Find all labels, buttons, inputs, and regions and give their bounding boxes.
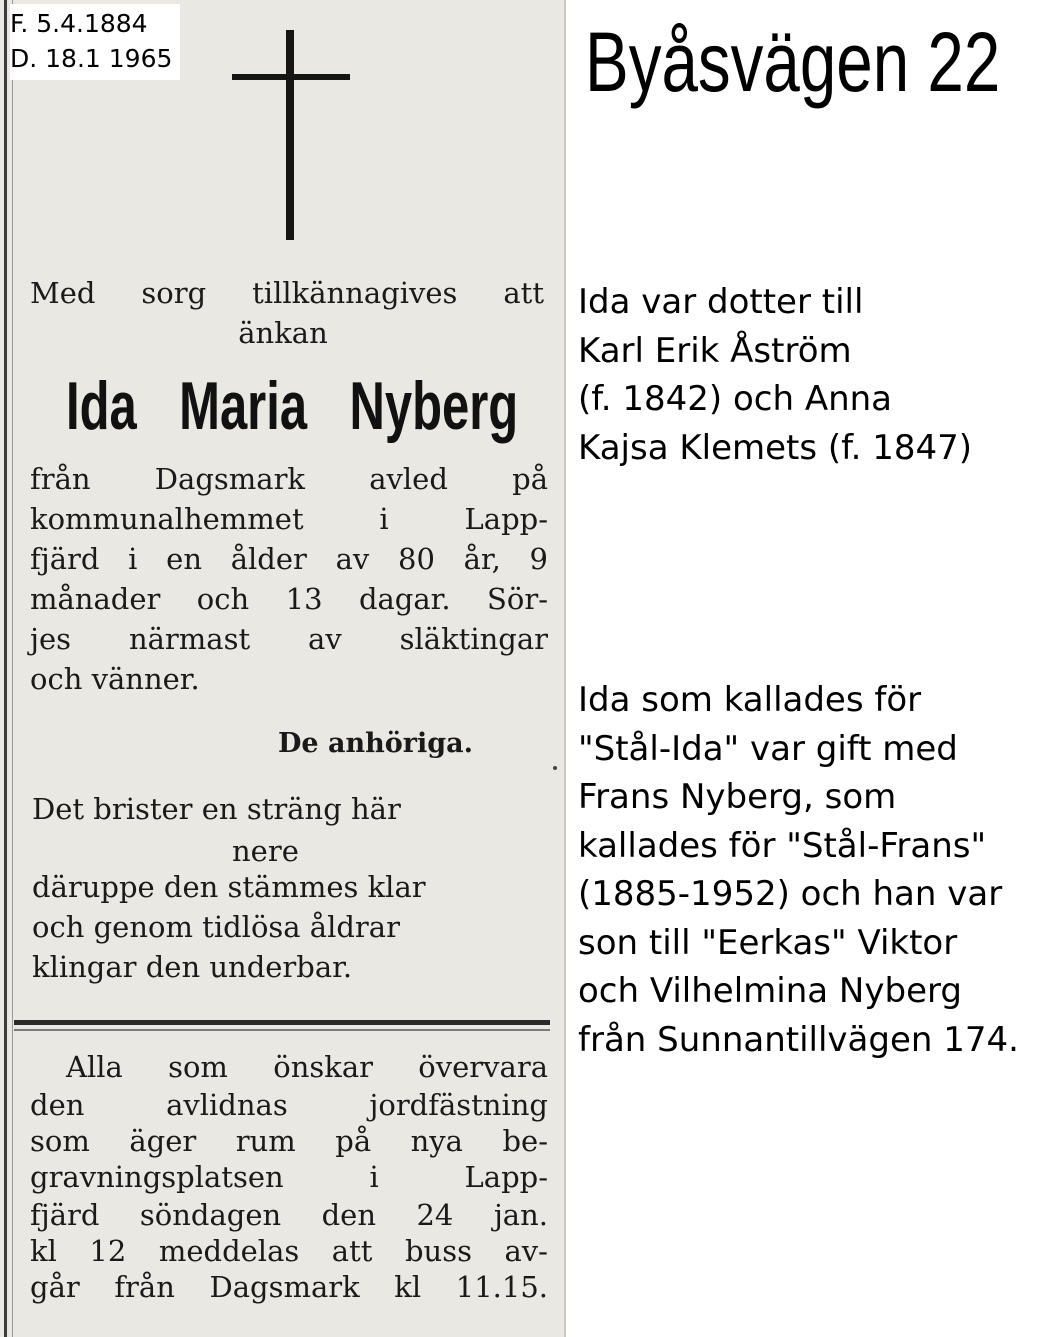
clipping-edge-right [564, 0, 566, 1337]
section-divider [14, 1020, 550, 1025]
funeral-line: fjärd söndagen den 24 jan. [30, 1198, 548, 1232]
note-line: kallades för "Stål-Frans" [578, 825, 987, 866]
note-line: Ida som kallades för [578, 680, 922, 720]
announcement-intro: Med sorg tillkännagives att [30, 276, 544, 310]
poem-line: Det brister en sträng här [32, 792, 401, 826]
note-line: (f. 1842) och Anna [578, 379, 893, 419]
clipping-edge [4, 0, 7, 1337]
signature: De anhöriga. [278, 728, 474, 759]
funeral-line: går från Dagsmark kl 11.15. [30, 1270, 548, 1304]
clipping-edge-inner [12, 0, 13, 1337]
death-date: D. 18.1 1965 [10, 44, 173, 73]
poem-line: däruppe den stämmes klar [32, 870, 426, 904]
cross-icon [232, 30, 350, 240]
deceased-name [66, 362, 519, 450]
note-line: "Stål-Ida" var gift med [578, 728, 958, 769]
body-line: och vänner. [30, 662, 200, 696]
note-line: son till "Eerkas" Viktor [578, 922, 958, 963]
cross-horizontal-bar [232, 74, 350, 80]
funeral-line: kl 12 meddelas att buss av- [30, 1234, 548, 1268]
section-divider-thin [14, 1029, 550, 1031]
note-line: Karl Erik Åström [578, 330, 852, 371]
body-line: fjärd i en ålder av 80 år, 9 [30, 542, 548, 576]
note-line: från Sunnantillvägen 174. [578, 1019, 1019, 1060]
note-marriage [578, 676, 1019, 1064]
funeral-line: Alla som önskar övervara [66, 1050, 548, 1084]
note-line: Kajsa Klemets (f. 1847) [578, 427, 973, 468]
note-line: och Vilhelmina Nyberg [578, 971, 962, 1011]
note-parents [578, 278, 972, 472]
cross-vertical-bar [286, 30, 294, 240]
announcement-widow: änkan [238, 316, 328, 350]
birth-date: F. 5.4.1884 [10, 9, 148, 38]
funeral-line: den avlidnas jordfästning [30, 1088, 548, 1122]
note-line: Frans Nyberg, som [578, 777, 897, 817]
life-dates [10, 4, 180, 80]
body-line: kommunalhemmet i Lapp- [30, 502, 548, 536]
poem-line: och genom tidlösa åldrar [32, 910, 400, 944]
street-address-title: Byåsvägen 22 [585, 15, 1001, 109]
deceased-name-text: Ida Maria Nyberg [66, 368, 519, 444]
note-line: (1885-1952) och han var [578, 874, 1003, 914]
body-line: från Dagsmark avled på [30, 462, 548, 496]
body-line: månader och 13 dagar. Sör- [30, 582, 548, 616]
poem-line: klingar den underbar. [32, 950, 353, 984]
body-line: jes närmast av släktingar [30, 622, 548, 656]
funeral-line: gravningsplatsen i Lapp- [30, 1160, 548, 1194]
funeral-line: som äger rum på nya be- [30, 1124, 548, 1158]
print-speck [553, 766, 557, 770]
poem-line: nere [232, 834, 299, 868]
note-line: Ida var dotter till [578, 282, 864, 322]
